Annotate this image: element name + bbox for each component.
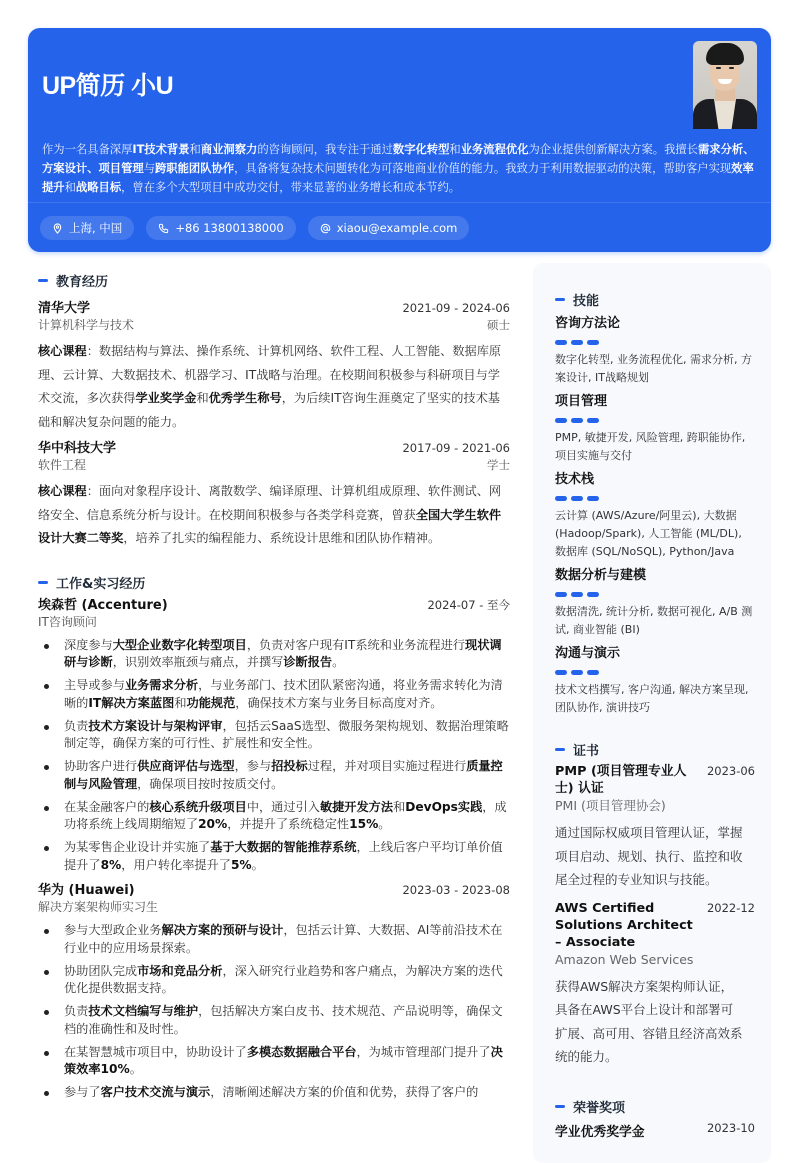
main-column <box>38 270 510 1107</box>
work-entry <box>38 882 510 1102</box>
section-title-certificates: 证书 <box>555 739 755 759</box>
certificate-name: PMP (项目管理专业人士) 认证 <box>555 764 687 796</box>
certificate-date: 2022-12 <box>706 900 755 915</box>
section-marker-icon <box>555 748 565 751</box>
contact-list <box>40 216 469 240</box>
location-text: 上海, 中国 <box>69 221 123 235</box>
skill-name: 沟通与演示 <box>555 646 621 661</box>
education-description: 核心课程：面向对象程序设计、离散数学、编译原理、计算机组成原理、软件测试、网络安全、信息系统分析与设计。在校期间积极参与各类学科竞赛，曾获全国大学生软件设计大赛二等奖，培养了扎实的编程能力、系统设计思维和团队协作精神。 <box>38 484 502 545</box>
entry-date: 2021-09 - 2024-06 <box>402 301 510 315</box>
section-title-honors: 荣誉奖项 <box>555 1097 755 1117</box>
achievement-item: 协助团队完成市场和竞品分析，深入研究行业趋势和客户痛点，为解决方案的迭代优化提供数据支持。 <box>38 963 510 998</box>
education-description: 核心课程：数据结构与算法、操作系统、计算机网络、软件工程、人工智能、数据库原理、云计算、大数据技术、机器学习、IT战略与治理。在校期间积极参与科研项目与学术交流，多次获得学业奖学金和优秀学生称号，为后续IT咨询生涯奠定了坚实的技术基础和解决复杂问题的能力。 <box>38 344 502 429</box>
section-title-education: 教育经历 <box>38 270 510 290</box>
section-marker-icon <box>555 1105 565 1108</box>
achievement-item: 负责技术文档编写与维护，包括解决方案白皮书、技术规范、产品说明等，确保文档的准确性和及时性。 <box>38 1003 510 1038</box>
certificate-issuer: Amazon Web Services <box>555 951 694 967</box>
skill-level-indicator <box>555 340 755 345</box>
entry-date: 2023-03 - 2023-08 <box>402 883 510 897</box>
work-entry <box>38 597 510 875</box>
skill-level-indicator <box>555 592 755 597</box>
degree: 学士 <box>487 458 510 472</box>
skill-group <box>555 471 755 561</box>
at-sign-icon <box>320 223 331 234</box>
section-title-work: 工作&实习经历 <box>38 573 510 593</box>
section-marker-icon <box>38 581 48 584</box>
major: 计算机科学与技术 <box>38 318 135 332</box>
job-role: IT咨询顾问 <box>38 614 97 629</box>
skill-level-indicator <box>555 670 755 675</box>
certificate-issuer: PMI (项目管理协会) <box>555 798 666 813</box>
phone-text: +86 13800138000 <box>175 221 284 235</box>
certificate-description: 获得AWS解决方案架构师认证，具备在AWS平台上设计和部署可扩展、高可用、容错且经济高效系统的能力。 <box>555 978 743 1064</box>
location-pin-icon <box>52 223 63 234</box>
section-title-skills: 技能 <box>555 289 755 309</box>
certificate-date: 2023-06 <box>706 764 755 778</box>
skill-group <box>555 315 755 387</box>
work-section <box>38 573 510 1102</box>
achievement-item: 在某智慧城市项目中，协助设计了多模态数据融合平台，为城市管理部门提升了决策效率10%。 <box>38 1044 510 1079</box>
school-name: 清华大学 <box>38 301 91 316</box>
entry-date: 2017-09 - 2021-06 <box>402 441 510 455</box>
honor-name: 学业优秀奖学金 <box>555 1124 645 1140</box>
achievement-item: 深度参与大型企业数字化转型项目，负责对客户现有IT系统和业务流程进行现状调研与诊断，识别效率瓶颈与痛点，并撰写诊断报告。 <box>38 637 510 672</box>
achievement-item: 参与大型政企业务解决方案的预研与设计，包括云计算、大数据、AI等前沿技术在行业中的应用场景探索。 <box>38 922 510 957</box>
honor-entry <box>555 1121 755 1140</box>
profile-photo <box>693 41 757 127</box>
achievement-item: 主导或参与业务需求分析，与业务部门、技术团队紧密沟通，将业务需求转化为清晰的IT解决方案蓝图和功能规范，确保技术方案与业务目标高度对齐。 <box>38 677 510 712</box>
skill-items: 云计算 (AWS/Azure/阿里云), 大数据 (Hadoop/Spark), 人工智能 (ML/DL), 数据库 (SQL/NoSQL), Python/Java <box>555 509 742 558</box>
education-section <box>38 270 510 551</box>
certificates-section <box>555 739 755 1069</box>
skill-level-indicator <box>555 418 755 423</box>
section-marker-icon <box>38 279 48 282</box>
achievement-list <box>38 922 510 1102</box>
skill-name: 项目管理 <box>555 394 608 409</box>
contact-email[interactable] <box>308 216 470 240</box>
sidebar <box>533 263 771 1163</box>
achievement-item: 协助客户进行供应商评估与选型，参与招投标过程，并对项目实施过程进行质量控制与风险管理，确保项目按时按质交付。 <box>38 758 510 793</box>
skill-group <box>555 645 755 717</box>
achievement-item: 负责技术方案设计与架构评审，包括云SaaS选型、微服务架构规划、数据治理策略制定等，确保方案的可行性、扩展性和安全性。 <box>38 718 510 753</box>
skill-group <box>555 393 755 465</box>
major: 软件工程 <box>38 458 87 472</box>
honors-section <box>555 1097 755 1140</box>
certificate-description: 通过国际权威项目管理认证，掌握项目启动、规划、执行、监控和收尾全过程的专业知识与技能。 <box>555 825 743 887</box>
skill-level-indicator <box>555 496 755 501</box>
achievement-item: 为某零售企业设计并实施了基于大数据的智能推荐系统，上线后客户平均订单价值提升了8%，用户转化率提升了5%。 <box>38 839 510 874</box>
phone-icon <box>158 223 169 234</box>
email-text: xiaou@example.com <box>336 221 458 235</box>
resume-header <box>28 28 771 252</box>
education-entry <box>38 440 510 551</box>
skill-items: 技术文档撰写, 客户沟通, 解决方案呈现, 团队协作, 演讲技巧 <box>555 683 749 714</box>
certificate-name: AWS Certified Solutions Architect – Associate <box>555 900 693 950</box>
skill-name: 咨询方法论 <box>555 316 621 331</box>
company-name: 埃森哲 (Accenture) <box>38 597 168 613</box>
company-name: 华为 (Huawei) <box>38 883 135 898</box>
skills-section <box>555 289 755 717</box>
entry-date: 2024-07 - 至今 <box>427 597 510 612</box>
achievement-item: 在某金融客户的核心系统升级项目中，通过引入敏捷开发方法和DevOps实践，成功将系统上线周期缩短了20%，并提升了系统稳定性15%。 <box>38 799 510 834</box>
skill-group <box>555 567 755 639</box>
school-name: 华中科技大学 <box>38 441 117 456</box>
skill-items: 数据清洗, 统计分析, 数据可视化, A/B 测试, 商业智能 (BI) <box>555 605 753 636</box>
skill-items: 数字化转型, 业务流程优化, 需求分析, 方案设计, IT战略规划 <box>555 353 752 384</box>
skill-items: PMP, 敏捷开发, 风险管理, 跨职能协作, 项目实施与交付 <box>555 431 746 462</box>
skill-name: 数据分析与建模 <box>555 568 647 583</box>
honor-date: 2023-10 <box>706 1120 755 1135</box>
skill-name: 技术栈 <box>555 472 595 487</box>
education-entry <box>38 300 510 434</box>
contact-phone[interactable] <box>146 216 295 240</box>
certificate-entry <box>555 763 755 892</box>
certificate-entry <box>555 900 755 1069</box>
achievement-list <box>38 637 510 875</box>
degree: 硕士 <box>487 318 510 332</box>
profile-summary: 作为一名具备深厚IT技术背景和商业洞察力的咨询顾问，我专注于通过数字化转型和业务流程优化为企业提供创新解决方案。我擅长需求分析、方案设计、项目管理与跨职能团队协作，具备将复杂技术问题转化为可落地商业价值的能力。我致力于利用数据驱动的决策，帮助客户实现效率提升和战略目标，曾在多个大型项目中成功交付，带来显著的业务增长和成本节约。 <box>42 143 755 194</box>
section-marker-icon <box>555 298 565 301</box>
candidate-name: UP简历 小U <box>42 72 174 100</box>
achievement-item: 参与了客户技术交流与演示，清晰阐述解决方案的价值和优势，获得了客户的 <box>38 1084 510 1102</box>
job-role: 解决方案架构师实习生 <box>38 900 159 914</box>
header-divider <box>28 202 771 203</box>
contact-location <box>40 216 134 240</box>
